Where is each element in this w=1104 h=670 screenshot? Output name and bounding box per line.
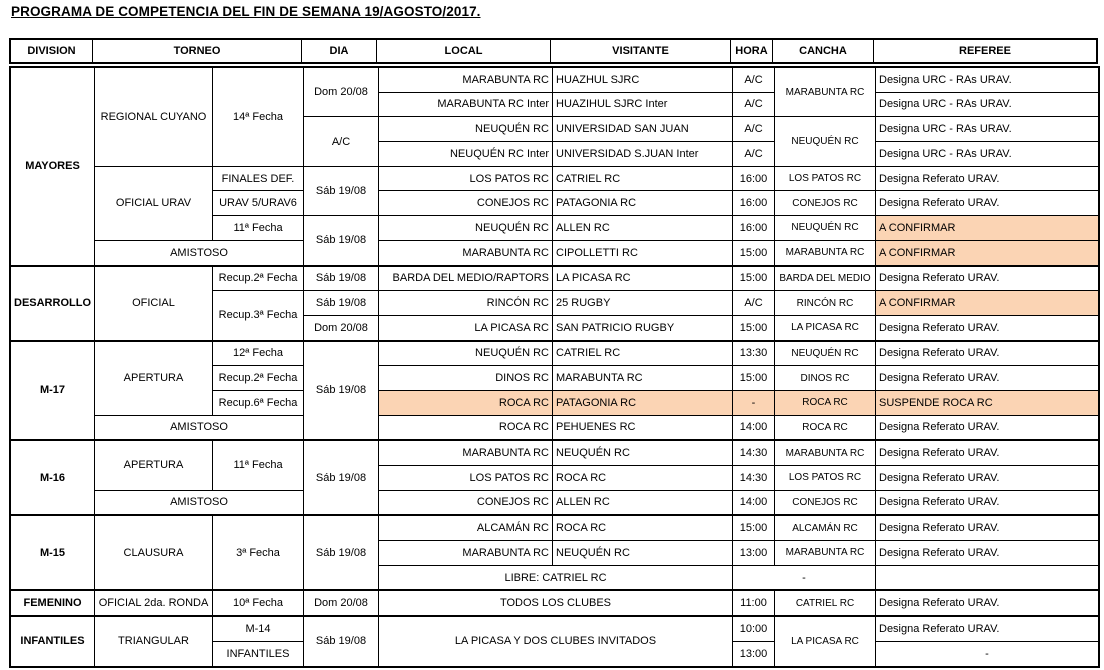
fecha-cell: 11ª Fecha <box>213 440 304 490</box>
division-cell: M-15 <box>11 515 95 590</box>
referee-cell: Designa Referato URAV. <box>876 266 1099 291</box>
local-cell: MARABUNTA RC <box>379 68 553 93</box>
fecha-cell: Recup.2ª Fecha <box>213 366 304 391</box>
cancha-cell: LOS PATOS RC <box>775 466 876 491</box>
local-cell: BARDA DEL MEDIO/RAPTORS <box>379 266 553 291</box>
visitante-cell: NEUQUÉN RC <box>553 440 733 465</box>
referee-cell: Designa Referato URAV. <box>876 166 1099 191</box>
hora-cell: - <box>733 390 775 415</box>
division-cell: FEMENINO <box>11 590 95 616</box>
hora-cell: 16:00 <box>733 191 775 216</box>
table-row <box>11 590 1099 616</box>
division-cell: MAYORES <box>11 68 95 266</box>
referee-cell: Designa Referato URAV. <box>876 590 1099 616</box>
fecha-cell: Recup.6ª Fecha <box>213 390 304 415</box>
visitante-cell: 25 RUGBY <box>553 291 733 316</box>
visitante-cell: ROCA RC <box>553 515 733 540</box>
hora-cell: 14:00 <box>733 490 775 515</box>
dia-cell: Sáb 19/08 <box>304 291 379 316</box>
hora-cell: A/C <box>733 291 775 316</box>
table-row <box>11 240 1099 265</box>
referee-cell <box>876 565 1099 590</box>
cancha-cell: ALCAMÁN RC <box>775 515 876 540</box>
division-cell: DESARROLLO <box>11 266 95 341</box>
referee-cell: A CONFIRMAR <box>876 240 1099 265</box>
referee-cell: Designa URC - RAs URAV. <box>876 92 1099 117</box>
visitante-cell: MARABUNTA RC <box>553 366 733 391</box>
fecha-cell: URAV 5/URAV6 <box>213 191 304 216</box>
dia-cell: Dom 20/08 <box>304 590 379 616</box>
cancha-cell: MARABUNTA RC <box>775 240 876 265</box>
torneo-cell: APERTURA <box>95 341 213 416</box>
fecha-cell: 10ª Fecha <box>213 590 304 616</box>
cancha-cell: MARABUNTA RC <box>775 440 876 465</box>
cancha-cell: MARABUNTA RC <box>775 541 876 566</box>
visitante-cell: HUAZIHUL SJRC Inter <box>553 92 733 117</box>
visitante-cell: CATRIEL RC <box>553 341 733 366</box>
cancha-cell: RINCÓN RC <box>775 291 876 316</box>
fecha-cell: FINALES DEF. <box>213 166 304 191</box>
visitante-cell: UNIVERSIDAD SAN JUAN <box>553 117 733 142</box>
referee-cell: - <box>876 641 1099 666</box>
local-cell: ROCA RC <box>379 390 553 415</box>
referee-cell: Designa Referato URAV. <box>876 466 1099 491</box>
fecha-cell: INFANTILES <box>213 641 304 666</box>
referee-cell: Designa Referato URAV. <box>876 415 1099 440</box>
dia-cell: A/C <box>304 117 379 166</box>
hora-cell: 13:00 <box>733 641 775 666</box>
fecha-cell: 3ª Fecha <box>213 515 304 590</box>
page-title: PROGRAMA DE COMPETENCIA DEL FIN DE SEMANA 19/AGOSTO/2017. <box>11 4 481 19</box>
local-cell: NEUQUÉN RC <box>379 341 553 366</box>
division-cell: INFANTILES <box>11 616 95 666</box>
hora-cell: 15:00 <box>733 266 775 291</box>
hora-cell: 15:00 <box>733 366 775 391</box>
local-cell: LOS PATOS RC <box>379 166 553 191</box>
hora-cell: 14:30 <box>733 466 775 491</box>
local-cell: MARABUNTA RC Inter <box>379 92 553 117</box>
local-cell: NEUQUÉN RC <box>379 117 553 142</box>
cancha-cell: MARABUNTA RC <box>775 68 876 117</box>
cancha-cell: CATRIEL RC <box>775 590 876 616</box>
hora-cell: 13:00 <box>733 541 775 566</box>
visitante-cell: ROCA RC <box>553 466 733 491</box>
local-cell: CONEJOS RC <box>379 490 553 515</box>
match-cell: LA PICASA Y DOS CLUBES INVITADOS <box>379 616 733 666</box>
cancha-cell: DINOS RC <box>775 366 876 391</box>
schedule-table <box>10 67 1099 667</box>
division-cell: M-16 <box>11 440 95 515</box>
libre-cell: LIBRE: CATRIEL RC <box>379 565 733 590</box>
local-cell: MARABUNTA RC <box>379 541 553 566</box>
cancha-cell: BARDA DEL MEDIO <box>775 266 876 291</box>
local-cell: LOS PATOS RC <box>379 466 553 491</box>
libre-cancha-cell: - <box>733 565 876 590</box>
visitante-cell: HUAZHUL SJRC <box>553 68 733 93</box>
local-cell: MARABUNTA RC <box>379 240 553 265</box>
local-cell: CONEJOS RC <box>379 191 553 216</box>
referee-cell: Designa Referato URAV. <box>876 191 1099 216</box>
column-header-referee: REFEREE <box>874 40 1097 63</box>
column-header-cancha: CANCHA <box>773 40 874 63</box>
cancha-cell: NEUQUÉN RC <box>775 117 876 166</box>
dia-cell: Sáb 19/08 <box>304 216 379 266</box>
visitante-cell: ALLEN RC <box>553 490 733 515</box>
table-row <box>11 166 1099 191</box>
column-header-hora: HORA <box>731 40 773 63</box>
hora-cell: 14:00 <box>733 415 775 440</box>
visitante-cell: CATRIEL RC <box>553 166 733 191</box>
fecha-cell: Recup.2ª Fecha <box>213 266 304 291</box>
table-row <box>11 515 1099 540</box>
torneo-cell: AMISTOSO <box>95 415 304 440</box>
visitante-cell: SAN PATRICIO RUGBY <box>553 315 733 340</box>
hora-cell: 16:00 <box>733 166 775 191</box>
dia-cell: Sáb 19/08 <box>304 440 379 515</box>
fecha-cell: 11ª Fecha <box>213 216 304 241</box>
dia-cell: Sáb 19/08 <box>304 166 379 215</box>
referee-cell: A CONFIRMAR <box>876 216 1099 241</box>
fecha-cell: Recup.3ª Fecha <box>213 291 304 341</box>
fecha-cell: M-14 <box>213 616 304 641</box>
referee-cell: A CONFIRMAR <box>876 291 1099 316</box>
referee-cell: Designa Referato URAV. <box>876 515 1099 540</box>
local-cell: LA PICASA RC <box>379 315 553 340</box>
cancha-cell: CONEJOS RC <box>775 490 876 515</box>
dia-cell: Sáb 19/08 <box>304 515 379 590</box>
dia-cell: Dom 20/08 <box>304 68 379 117</box>
local-cell: ALCAMÁN RC <box>379 515 553 540</box>
schedule-header <box>10 39 1097 63</box>
division-cell: M-17 <box>11 341 95 441</box>
torneo-cell: APERTURA <box>95 440 213 490</box>
column-header-division: DIVISION <box>11 40 93 63</box>
table-row <box>11 415 1099 440</box>
visitante-cell: ALLEN RC <box>553 216 733 241</box>
referee-cell: Designa Referato URAV. <box>876 440 1099 465</box>
visitante-cell: CIPOLLETTI RC <box>553 240 733 265</box>
torneo-cell: AMISTOSO <box>95 240 304 265</box>
hora-cell: A/C <box>733 117 775 142</box>
hora-cell: 15:00 <box>733 515 775 540</box>
referee-cell: Designa Referato URAV. <box>876 541 1099 566</box>
hora-cell: 14:30 <box>733 440 775 465</box>
table-row <box>11 341 1099 366</box>
referee-cell: Designa Referato URAV. <box>876 315 1099 340</box>
column-header-visitante: VISITANTE <box>551 40 731 63</box>
local-cell: NEUQUÉN RC <box>379 216 553 241</box>
table-row <box>11 440 1099 465</box>
column-header-dia: DIA <box>302 40 377 63</box>
local-cell: NEUQUÉN RC Inter <box>379 142 553 167</box>
torneo-cell: REGIONAL CUYANO <box>95 68 213 167</box>
table-row <box>11 490 1099 515</box>
cancha-cell: NEUQUÉN RC <box>775 216 876 241</box>
cancha-cell: ROCA RC <box>775 415 876 440</box>
table-row <box>11 266 1099 291</box>
visitante-cell: UNIVERSIDAD S.JUAN Inter <box>553 142 733 167</box>
visitante-cell: LA PICASA RC <box>553 266 733 291</box>
hora-cell: 15:00 <box>733 240 775 265</box>
cancha-cell: LA PICASA RC <box>775 616 876 666</box>
hora-cell: A/C <box>733 142 775 167</box>
dia-cell: Dom 20/08 <box>304 315 379 340</box>
referee-cell: Designa URC - RAs URAV. <box>876 68 1099 93</box>
torneo-cell: CLAUSURA <box>95 515 213 590</box>
torneo-cell: OFICIAL 2da. RONDA <box>95 590 213 616</box>
dia-cell: Sáb 19/08 <box>304 616 379 666</box>
visitante-cell: PATAGONIA RC <box>553 390 733 415</box>
local-cell: ROCA RC <box>379 415 553 440</box>
hora-cell: A/C <box>733 68 775 93</box>
visitante-cell: NEUQUÉN RC <box>553 541 733 566</box>
local-cell: RINCÓN RC <box>379 291 553 316</box>
local-cell: DINOS RC <box>379 366 553 391</box>
column-header-local: LOCAL <box>377 40 551 63</box>
cancha-cell: LOS PATOS RC <box>775 166 876 191</box>
hora-cell: A/C <box>733 92 775 117</box>
torneo-cell: TRIANGULAR <box>95 616 213 666</box>
fecha-cell: 14ª Fecha <box>213 68 304 167</box>
cancha-cell: ROCA RC <box>775 390 876 415</box>
cancha-cell: CONEJOS RC <box>775 191 876 216</box>
table-row <box>11 616 1099 641</box>
torneo-cell: OFICIAL URAV <box>95 166 213 240</box>
dia-cell: Sáb 19/08 <box>304 341 379 441</box>
hora-cell: 13:30 <box>733 341 775 366</box>
cancha-cell: LA PICASA RC <box>775 315 876 340</box>
referee-cell: SUSPENDE ROCA RC <box>876 390 1099 415</box>
referee-cell: Designa URC - RAs URAV. <box>876 117 1099 142</box>
hora-cell: 16:00 <box>733 216 775 241</box>
table-row <box>11 68 1099 93</box>
hora-cell: 11:00 <box>733 590 775 616</box>
referee-cell: Designa Referato URAV. <box>876 341 1099 366</box>
dia-cell: Sáb 19/08 <box>304 266 379 291</box>
match-cell: TODOS LOS CLUBES <box>379 590 733 616</box>
torneo-cell: OFICIAL <box>95 266 213 341</box>
hora-cell: 15:00 <box>733 315 775 340</box>
referee-cell: Designa Referato URAV. <box>876 616 1099 641</box>
local-cell: MARABUNTA RC <box>379 440 553 465</box>
referee-cell: Designa Referato URAV. <box>876 366 1099 391</box>
fecha-cell: 12ª Fecha <box>213 341 304 366</box>
visitante-cell: PATAGONIA RC <box>553 191 733 216</box>
hora-cell: 10:00 <box>733 616 775 641</box>
torneo-cell: AMISTOSO <box>95 490 304 515</box>
cancha-cell: NEUQUÉN RC <box>775 341 876 366</box>
referee-cell: Designa Referato URAV. <box>876 490 1099 515</box>
visitante-cell: PEHUENES RC <box>553 415 733 440</box>
referee-cell: Designa URC - RAs URAV. <box>876 142 1099 167</box>
column-header-torneo: TORNEO <box>93 40 302 63</box>
